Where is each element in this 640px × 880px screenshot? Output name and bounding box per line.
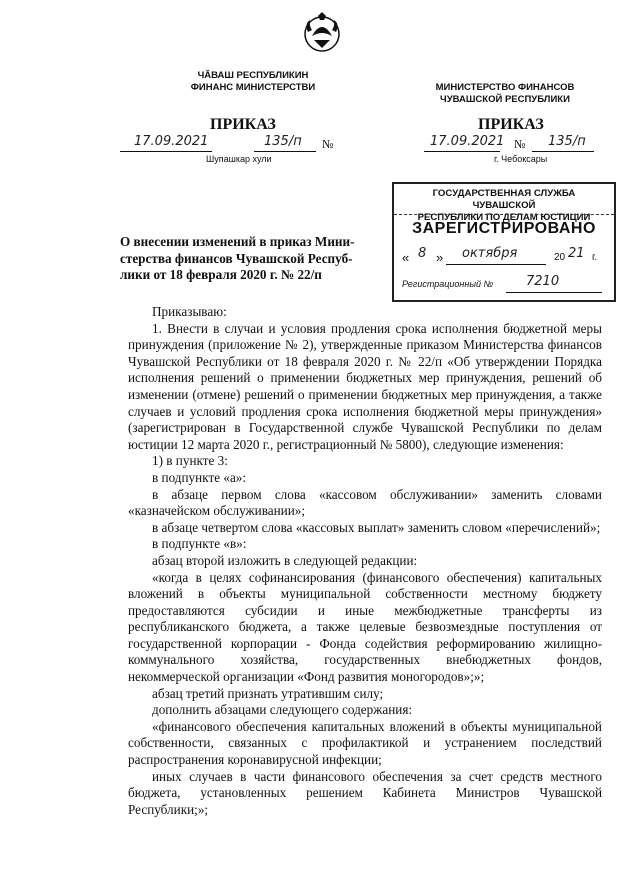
stamp-month-line (446, 264, 546, 265)
header-right-org (420, 82, 590, 106)
stamp-reg-row (402, 274, 608, 294)
header-left-number: 135/п (264, 134, 302, 149)
header-right-date: 17.09.2021 (430, 134, 505, 149)
stamp-year-prefix: 20 (554, 252, 566, 263)
header-left-date: 17.09.2021 (134, 134, 209, 149)
header-left-number-line (254, 151, 316, 152)
stamp-divider (394, 214, 614, 215)
body-paragraph: 1. Внести в случаи и условия продления срока исполнения бюджетной меры принуждения (приложение № 2), утвержденные приказом Министерства финансов Чувашской Республики от 18 февраля 2020 г. № 22/п «Об утверждении Порядка исполнения решений о применении бюджетных мер принуждения, решений об изменении (отмене) решений о применении бюджетных мер принуждения, а также случаев и условий продления срока исполнения бюджетной меры принуждения» (зарегистрирован в Государственной службе Чувашской Республики по делам юстиции 12 марта 2020 г., регистрационный № 5800), следующие изменения: (128, 320, 602, 452)
document-subject (120, 234, 380, 284)
coat-of-arms-emblem (300, 10, 344, 54)
stamp-date-row (402, 246, 608, 268)
header-left-line2: ФИНАНС МИНИСТЕРСТВИ (190, 82, 316, 93)
document-body (128, 304, 602, 818)
header-right-number-line (532, 151, 594, 152)
body-paragraph: в подпункте «а»: (152, 469, 247, 485)
stamp-registered: ЗАРЕГИСТРИРОВАНО (412, 220, 596, 237)
body-paragraph: в абзаце четвертом слова «кассовых выплат» заменить словом «перечислений»; (152, 519, 601, 535)
header-left-date-number (114, 134, 344, 154)
subject-line3: лики от 18 февраля 2020 г. № 22/п (120, 267, 322, 282)
stamp-line2: РЕСПУБЛИКИ ПО ДЕЛАМ ЮСТИЦИИ (417, 212, 591, 223)
registration-stamp (392, 182, 616, 302)
header-right-line1: МИНИСТЕРСТВО ФИНАНСОВ (435, 82, 575, 93)
header-left-line1: ЧĂВАШ РЕСПУБЛИКИН (197, 70, 309, 81)
stamp-month: октября (462, 246, 518, 261)
body-paragraph: дополнить абзацами следующего содержания: (152, 702, 413, 718)
stamp-day: 8 (418, 246, 427, 261)
header-left-title: ПРИКАЗ (210, 116, 276, 133)
body-paragraph: в подпункте «в»: (152, 536, 247, 552)
header-left-date-line (120, 151, 212, 152)
stamp-year: 21 (568, 246, 585, 261)
stamp-quote-open: « (402, 250, 410, 265)
subject-line2: стерства финансов Чувашской Респуб- (120, 250, 353, 266)
body-paragraph: абзац третий признать утратившим силу; (152, 685, 384, 701)
stamp-agency (400, 188, 608, 224)
header-right-number: 135/п (548, 134, 586, 149)
header-right-line2: ЧУВАШСКОЙ РЕСПУБЛИКИ (440, 94, 570, 105)
body-paragraph: 1) в пункте 3: (152, 453, 228, 469)
body-paragraph: Приказываю: (152, 304, 227, 319)
header-right-title: ПРИКАЗ (478, 116, 544, 133)
body-paragraph: иных случаев в части финансового обеспечения за счет средств местного бюджета, установленных решением Кабинета Министров Чувашской Республики;»; (128, 768, 602, 817)
subject-line1: О внесении изменений в приказ Мини- (120, 234, 355, 249)
stamp-reg-line (506, 292, 602, 293)
header-right-date-number (424, 134, 624, 154)
body-paragraph: в абзаце первом слова «кассовом обслуживании» заменить словами «казначейском обслуживании»; (128, 486, 602, 519)
header-right-place: г. Чебоксары (494, 154, 548, 164)
header-right-number-sign: № (514, 137, 526, 151)
header-left-place: Шупашкар хули (206, 154, 272, 164)
stamp-reg-label: Регистрационный № (402, 279, 494, 289)
header-left-org (168, 70, 338, 94)
body-paragraph: абзац второй изложить в следующей редакции: (152, 552, 418, 568)
stamp-line1: ГОСУДАРСТВЕННАЯ СЛУЖБА ЧУВАШСКОЙ (432, 188, 576, 211)
stamp-quote-close: » (436, 250, 444, 265)
body-paragraph: «финансового обеспечения капитальных вложений в объекты муниципальной собственности, связанных с профилактикой и устранением последствий распространения коронавирусной инфекции; (128, 718, 602, 768)
stamp-reg-number: 7210 (526, 274, 560, 289)
stamp-year-suffix: г. (592, 252, 598, 263)
header-right-date-line (424, 151, 500, 152)
header-left-number-sign: № (322, 137, 334, 151)
body-paragraph: «когда в целях софинансирования (финансового обеспечения) капитальных вложений в объекты муниципальной собственности местному бюджету предоставляются субсидии и иные межбюджетные трансферты из республиканского бюджета, а также целевые безвозмездные поступления от государственной корпорации - Фонда содействия реформированию жилищно-коммунального хозяйства, государственных внебюджетных фондов, некоммерческой организации «Фонд развития моногородов»;»; (128, 569, 602, 685)
